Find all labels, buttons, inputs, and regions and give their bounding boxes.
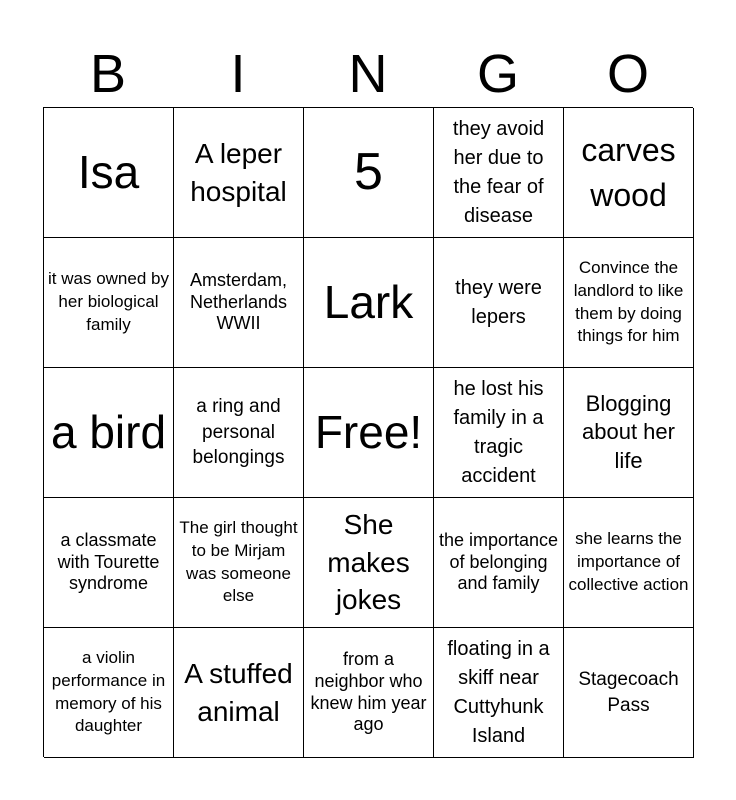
header-letter-o: O (606, 44, 649, 104)
bingo-cell[interactable]: Amsterdam, Netherlands WWII (174, 238, 304, 368)
bingo-cell[interactable]: it was owned by her biological family (44, 238, 174, 368)
bingo-grid (43, 107, 693, 757)
bingo-cell[interactable]: a ring and personal belongings (174, 368, 304, 498)
header-letter-g: G (476, 44, 519, 104)
bingo-cell[interactable]: Stagecoach Pass (564, 628, 694, 758)
bingo-cell[interactable]: The girl thought to be Mirjam was someone else (174, 498, 304, 628)
header-letter-b: B (89, 44, 127, 104)
bingo-cell-free[interactable]: Free! (304, 368, 434, 498)
bingo-cell[interactable]: a classmate with Tourette syndrome (44, 498, 174, 628)
bingo-cell[interactable]: A stuffed animal (174, 628, 304, 758)
bingo-cell[interactable]: Convince the landlord to like them by doing things for him (564, 238, 694, 368)
header-letter-n: N (348, 44, 388, 104)
bingo-cell[interactable]: from a neighbor who knew him year ago (304, 628, 434, 758)
bingo-cell[interactable]: a bird (44, 368, 174, 498)
header-letter-i: I (230, 44, 246, 104)
bingo-cell[interactable]: Blogging about her life (564, 368, 694, 498)
bingo-cell[interactable]: A leper hospital (174, 108, 304, 238)
bingo-cell[interactable]: he lost his family in a tragic accident (434, 368, 564, 498)
bingo-cell[interactable]: floating in a skiff near Cuttyhunk Island (434, 628, 564, 758)
bingo-header (43, 40, 693, 108)
bingo-cell[interactable]: carves wood (564, 108, 694, 238)
bingo-cell[interactable]: they were lepers (434, 238, 564, 368)
bingo-cell[interactable]: the importance of belonging and family (434, 498, 564, 628)
bingo-cell[interactable]: she learns the importance of collective action (564, 498, 694, 628)
bingo-cell[interactable]: She makes jokes (304, 498, 434, 628)
bingo-cell[interactable]: 5 (304, 108, 434, 238)
bingo-cell[interactable]: Lark (304, 238, 434, 368)
bingo-cell[interactable]: a violin performance in memory of his daughter (44, 628, 174, 758)
bingo-cell[interactable]: Isa (44, 108, 174, 238)
bingo-cell[interactable]: they avoid her due to the fear of disease (434, 108, 564, 238)
